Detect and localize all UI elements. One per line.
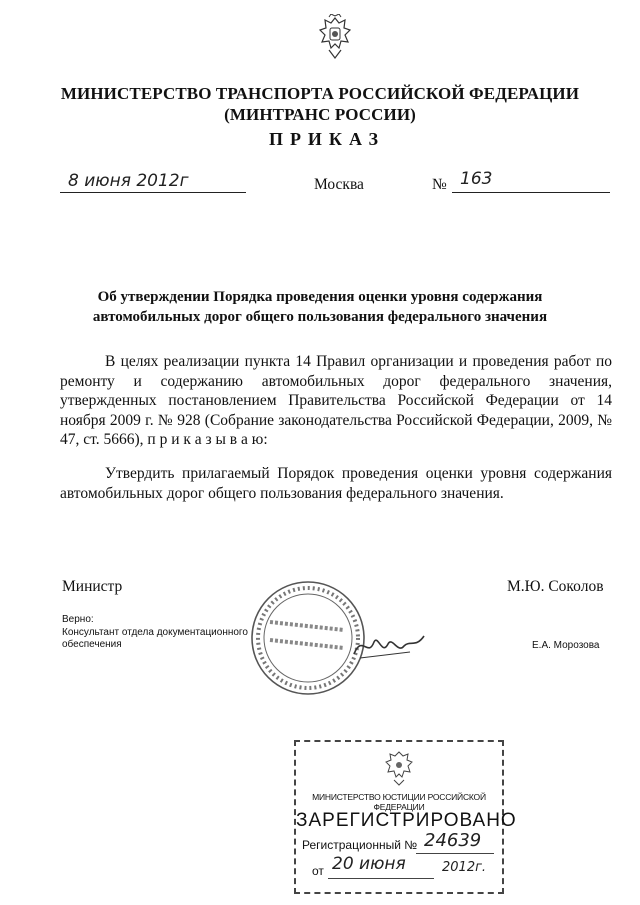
verifier-role-line-1: Консультант отдела документационного	[62, 627, 248, 638]
signatory-name: М.Ю. Соколов	[507, 578, 604, 595]
verified-label: Верно:	[62, 614, 94, 625]
order-date: 8 июня 2012г	[68, 171, 189, 191]
subject-line-1: Об утверждении Порядка проведения оценки уровня содержания	[97, 289, 543, 305]
verifier-name: Е.А. Морозова	[532, 640, 600, 651]
document-type-title: ПРИКАЗ	[268, 129, 386, 149]
verifier-role-line-2: обеспечения	[62, 639, 122, 650]
stamp-reg-label: Регистрационный №	[302, 838, 418, 852]
date-underline	[60, 192, 246, 193]
registration-stamp	[294, 740, 517, 894]
signatory-position: Министр	[62, 578, 123, 595]
number-label: №	[432, 176, 447, 193]
stamp-reg-number: 24639	[424, 830, 482, 851]
stamp-date-underline	[328, 878, 434, 879]
stamp-emblem	[382, 748, 416, 786]
handwritten-signature	[350, 628, 430, 664]
ministry-short-name: (МИНТРАНС РОССИИ)	[224, 105, 416, 124]
stamp-date: 20 июня	[332, 854, 406, 874]
body-paragraph-2: Утвердить прилагаемый Порядок проведения оценки уровня содержания автомобильных дорог общего пользования федерального значения.	[60, 465, 612, 502]
order-number: 163	[460, 169, 493, 189]
number-underline	[452, 192, 610, 193]
ministry-name: МИНИСТЕРСТВО ТРАНСПОРТА РОССИЙСКОЙ ФЕДЕРАЦИИ	[60, 84, 580, 103]
stamp-status: ЗАРЕГИСТРИРОВАНО	[296, 810, 517, 831]
coat-of-arms-emblem	[315, 14, 355, 60]
stamp-ministry: МИНИСТЕРСТВО ЮСТИЦИИ РОССИЙСКОЙ ФЕДЕРАЦИИ	[312, 792, 486, 812]
body-paragraph-1: В целях реализации пункта 14 Правил организации и проведения работ по ремонту и содержанию автомобильных дорог федерального значения, утвержденных постановлением Правительства Российской Федерации от 14 ноября 2009 г. № 928 (Собрание законодательства Российской Федерации, 2009, № 47, ст. 5666), п р и к а з ы в а ю:	[60, 353, 612, 448]
stamp-date-prefix: от	[312, 864, 324, 878]
stamp-year: 2012г.	[442, 860, 487, 875]
order-city: Москва	[314, 176, 364, 193]
subject-line-2: автомобильных дорог общего пользования федерального значения	[92, 309, 548, 325]
stamp-reg-underline	[416, 853, 494, 854]
